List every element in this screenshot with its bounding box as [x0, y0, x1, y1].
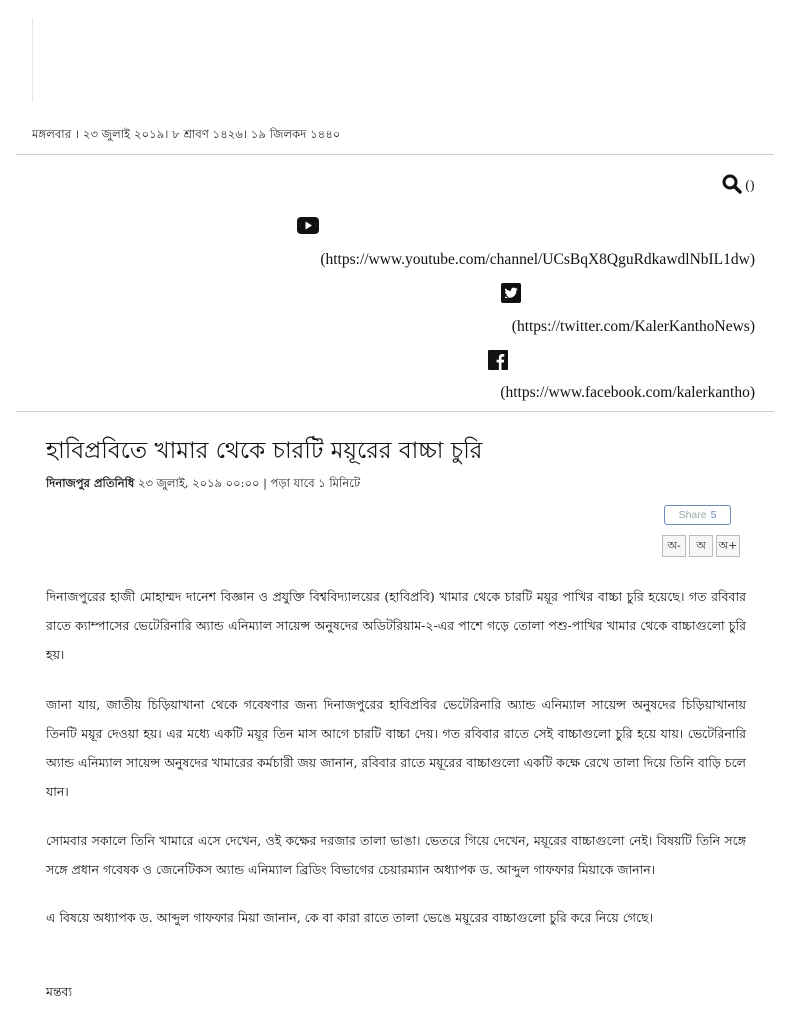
comments-heading: মন্তব্য	[46, 984, 73, 999]
search-button[interactable]	[722, 174, 755, 198]
youtube-icon[interactable]	[297, 217, 319, 238]
search-label: ()	[744, 178, 755, 194]
divider	[16, 154, 774, 155]
share-count: 5	[710, 509, 717, 521]
font-increase-button[interactable]: অ+	[716, 535, 740, 557]
share-button[interactable]	[664, 505, 731, 525]
font-reset-button[interactable]: অ	[689, 535, 713, 557]
logo-area	[32, 18, 33, 102]
search-icon	[722, 174, 742, 198]
twitter-icon[interactable]	[501, 283, 521, 307]
article-paragraph: জানা যায়, জাতীয় চিড়িয়াখানা থেকে গবেষণার জন্য দিনাজপুরের হাবিপ্রবির ভেটেরিনারি অ্যান্ড এনিম্যাল সায়েন্স অনুষদের চিড়িয়াখানায় তিনটি ময়ূর দেওয়া হয়। এর মধ্যে একটি ময়ূর তিন মাস আগে চারটি বাচ্চা দেয়। গত রবিবার রাতে সেই বাচ্চাগুলো চুরি হয়ে যায়। ভেটেরিনারি অ্যান্ড এনিম্যাল সায়েন্স অনুষদের খামারের কর্মচারী জয় জানান, রবিবার রাতে ময়ূরের বাচ্চাগুলো একটি কক্ষে রেখে তালা দিয়ে তিনি বাড়ি চলে যান।	[46, 697, 746, 799]
font-decrease-button[interactable]: অ-	[662, 535, 686, 557]
article-paragraph: সোমবার সকালে তিনি খামারে এসে দেখেন, ওই কক্ষের দরজার তালা ভাঙা। ভেতরে গিয়ে দেখেন, ময়ূরের বাচ্চাগুলো নেই। বিষয়টি তিনি সঙ্গে সঙ্গে প্রধান গবেষক ও জেনেটিকস অ্যান্ড এনিম্যাল ব্রিডিং বিভাগের চেয়ারম্যান অধ্যাপক ড. আব্দুল গাফফার মিয়াকে জানান।	[46, 833, 746, 877]
youtube-link[interactable]: (https://www.youtube.com/channel/UCsBqX8QguRdkawdlNbIL1dw)	[320, 251, 755, 268]
facebook-icon[interactable]	[488, 350, 508, 374]
article-paragraph: দিনাজপুরের হাজী মোহাম্মদ দানেশ বিজ্ঞান ও প্রযুক্তি বিশ্ববিদ্যালয়ের (হাবিপ্রবি) খামার থেকে চারটি ময়ূর পাখির বাচ্চা চুরি হয়েছে। গত রবিবার রাতে ক্যাম্পাসের ভেটেরিনারি অ্যান্ড এনিম্যাল সায়েন্স অনুষদের অডিটরিয়াম-২-এর পাশে গড়ে তোলা পশু-পাখির খামার থেকে বাচ্চাগুলো চুরি হয়।	[46, 589, 746, 662]
article-title: হাবিপ্রবিতে খামার থেকে চারটি ময়ূরের বাচ্চা চুরি	[46, 438, 483, 464]
facebook-link[interactable]: (https://www.facebook.com/kalerkantho)	[500, 384, 755, 401]
share-label: Share	[678, 509, 707, 521]
article-paragraph: এ বিষয়ে অধ্যাপক ড. আব্দুল গাফফার মিয়া জানান, কে বা কারা রাতে তালা ভেঙে ময়ূরের বাচ্চাগুলো চুরি করে নিয়ে গেছে।	[46, 910, 654, 925]
font-size-controls	[662, 535, 740, 557]
author-name[interactable]: দিনাজপুর প্রতিনিধি	[46, 476, 135, 490]
divider	[16, 411, 774, 412]
article-byline	[46, 475, 360, 494]
date-line: মঙ্গলবার । ২৩ জুলাই ২০১৯। ৮ শ্রাবণ ১৪২৬। ১৯ জিলকদ ১৪৪০	[32, 127, 341, 141]
twitter-link[interactable]: (https://twitter.com/KalerKanthoNews)	[511, 318, 755, 335]
publish-meta: ২৩ জুলাই, ২০১৯ ০০:০০ | পড়া যাবে ১ মিনিটে	[134, 476, 361, 490]
